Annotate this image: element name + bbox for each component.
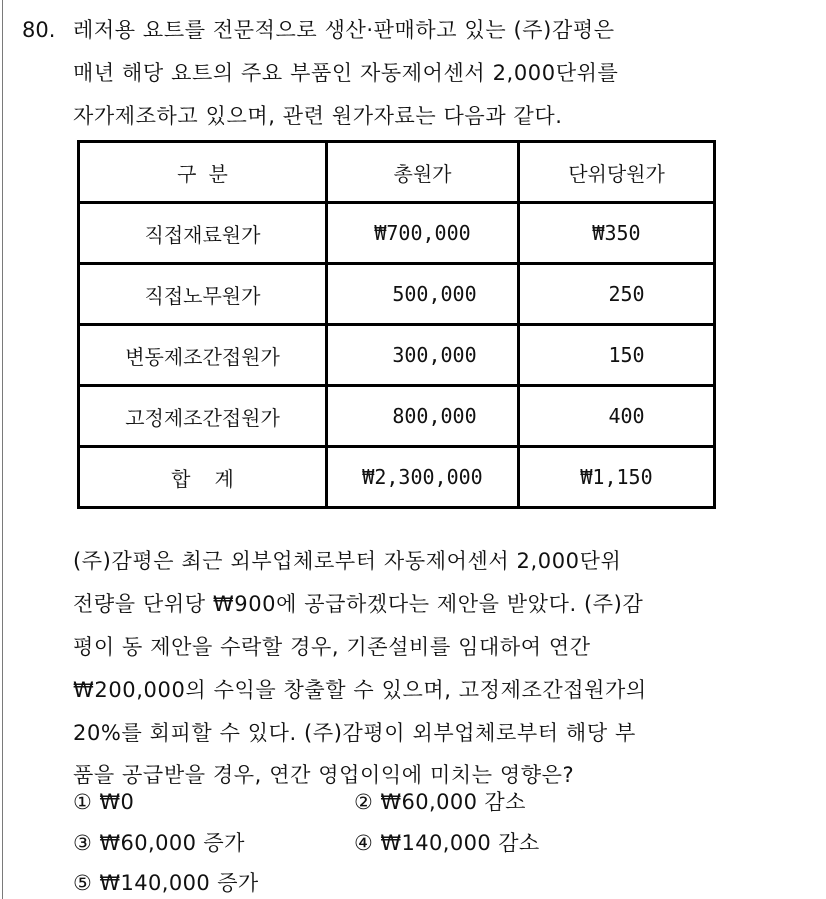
table-row (79, 203, 715, 264)
row-unit: ₩350 (519, 203, 715, 264)
question-intro-line-3: 자가제조하고 있으며, 관련 원가자료는 다음과 같다. (73, 104, 563, 128)
table-header-row (79, 142, 715, 203)
option-4[interactable] (354, 829, 540, 857)
question-intro-line-1: 레저용 요트를 전문적으로 생산·판매하고 있는 (주)감평은 (73, 18, 615, 42)
option-marker: ⑤ (73, 871, 93, 895)
body-line-4: ₩200,000의 수익을 창출할 수 있으며, 고정제조간접원가의 (73, 678, 647, 702)
table-row (79, 264, 715, 325)
question-number: 80. (22, 18, 56, 42)
row-label: 직접노무원가 (79, 264, 327, 325)
row-label: 직접재료원가 (79, 203, 327, 264)
header-category: 구 분 (79, 142, 327, 203)
row-total: ₩2,300,000 (327, 447, 519, 508)
row-total: 500,000 (327, 264, 519, 325)
row-total: 300,000 (327, 325, 519, 386)
row-label: 변동제조간접원가 (79, 325, 327, 386)
option-marker: ③ (73, 831, 93, 855)
body-line-1: (주)감평은 최근 외부업체로부터 자동제어센서 2,000단위 (73, 549, 622, 573)
option-2[interactable] (354, 788, 526, 816)
option-text: ₩140,000 증가 (99, 871, 259, 895)
option-text: ₩60,000 감소 (380, 790, 526, 814)
table-total-row (79, 447, 715, 508)
body-line-5: 20%를 회피할 수 있다. (주)감평이 외부업체로부터 해당 부 (73, 721, 636, 745)
question-intro-line-2: 매년 해당 요트의 주요 부품인 자동제어센서 2,000단위를 (73, 61, 619, 85)
option-marker: ④ (354, 831, 374, 855)
option-1[interactable] (73, 788, 134, 816)
table-row (79, 325, 715, 386)
body-line-3: 평이 동 제안을 수락할 경우, 기존설비를 임대하여 연간 (73, 635, 591, 659)
row-label: 고정제조간접원가 (79, 386, 327, 447)
header-total-cost: 총원가 (327, 142, 519, 203)
option-3[interactable] (73, 829, 245, 857)
option-5[interactable] (73, 869, 259, 897)
option-text: ₩140,000 감소 (380, 831, 540, 855)
row-total: 800,000 (327, 386, 519, 447)
page-left-border (2, 0, 3, 899)
body-line-6: 품을 공급받을 경우, 연간 영업이익에 미치는 영향은? (73, 763, 575, 787)
option-text: ₩60,000 증가 (99, 831, 245, 855)
table-row (79, 386, 715, 447)
option-text: ₩0 (99, 790, 135, 814)
row-unit: 250 (519, 264, 715, 325)
option-marker: ① (73, 790, 93, 814)
row-total: ₩700,000 (327, 203, 519, 264)
row-unit: 400 (519, 386, 715, 447)
option-marker: ② (354, 790, 374, 814)
body-line-2: 전량을 단위당 ₩900에 공급하겠다는 제안을 받았다. (주)감 (73, 592, 644, 616)
header-unit-cost: 단위당원가 (519, 142, 715, 203)
row-unit: 150 (519, 325, 715, 386)
row-label: 합 계 (79, 447, 327, 508)
cost-data-table (77, 140, 716, 509)
row-unit: ₩1,150 (519, 447, 715, 508)
